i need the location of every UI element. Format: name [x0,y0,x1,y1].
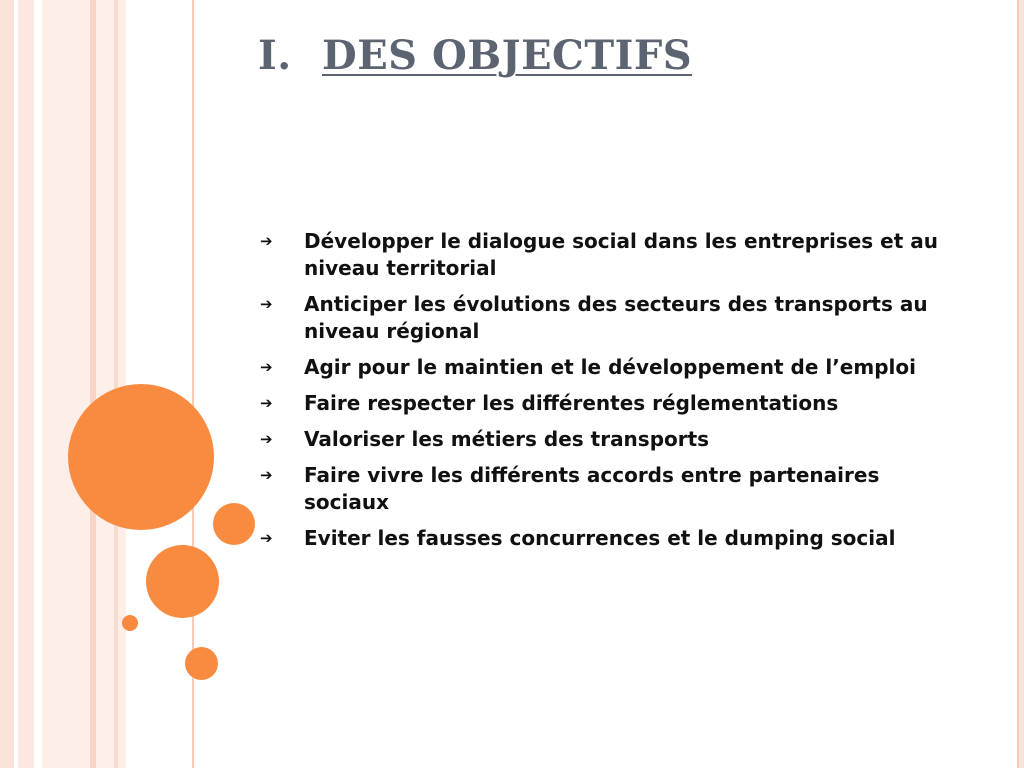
list-item [258,228,958,282]
arrow-right-icon: ➔ [260,466,273,484]
decor-circle-small [213,503,255,545]
decor-stripe [96,0,114,768]
decor-circle-medium [146,545,219,618]
list-item-text: Anticiper les évolutions des secteurs des transports au niveau régional [304,292,928,343]
list-item [258,390,958,417]
objectives-list [258,228,958,561]
decor-circle-small [185,647,218,680]
slide-title [258,32,692,79]
list-item [258,354,958,381]
decor-stripe [0,0,14,768]
arrow-right-icon: ➔ [260,394,273,412]
decor-stripe [34,0,42,768]
arrow-right-icon: ➔ [260,529,273,547]
list-item [258,291,958,345]
title-number: I. [258,32,292,79]
list-item [258,426,958,453]
decor-circle-tiny [122,615,138,631]
list-item-text: Faire respecter les différentes réglementations [304,391,839,415]
decor-stripe [18,0,34,768]
decor-stripe [1019,0,1024,768]
list-item-text: Valoriser les métiers des transports [304,427,710,451]
list-item-text: Eviter les fausses concurrences et le dumping social [304,526,896,550]
list-item-text: Faire vivre les différents accords entre partenaires sociaux [304,463,880,514]
list-item [258,462,958,516]
list-item-text: Agir pour le maintien et le développement de l’emploi [304,355,916,379]
decor-circle-large [68,384,214,530]
arrow-right-icon: ➔ [260,430,273,448]
decor-stripe [42,0,90,768]
arrow-right-icon: ➔ [260,232,273,250]
arrow-right-icon: ➔ [260,358,273,376]
decor-stripe [118,0,126,768]
list-item-text: Développer le dialogue social dans les entreprises et au niveau territorial [304,229,938,280]
title-text: DES OBJECTIFS [322,32,693,79]
arrow-right-icon: ➔ [260,295,273,313]
list-item [258,525,958,552]
